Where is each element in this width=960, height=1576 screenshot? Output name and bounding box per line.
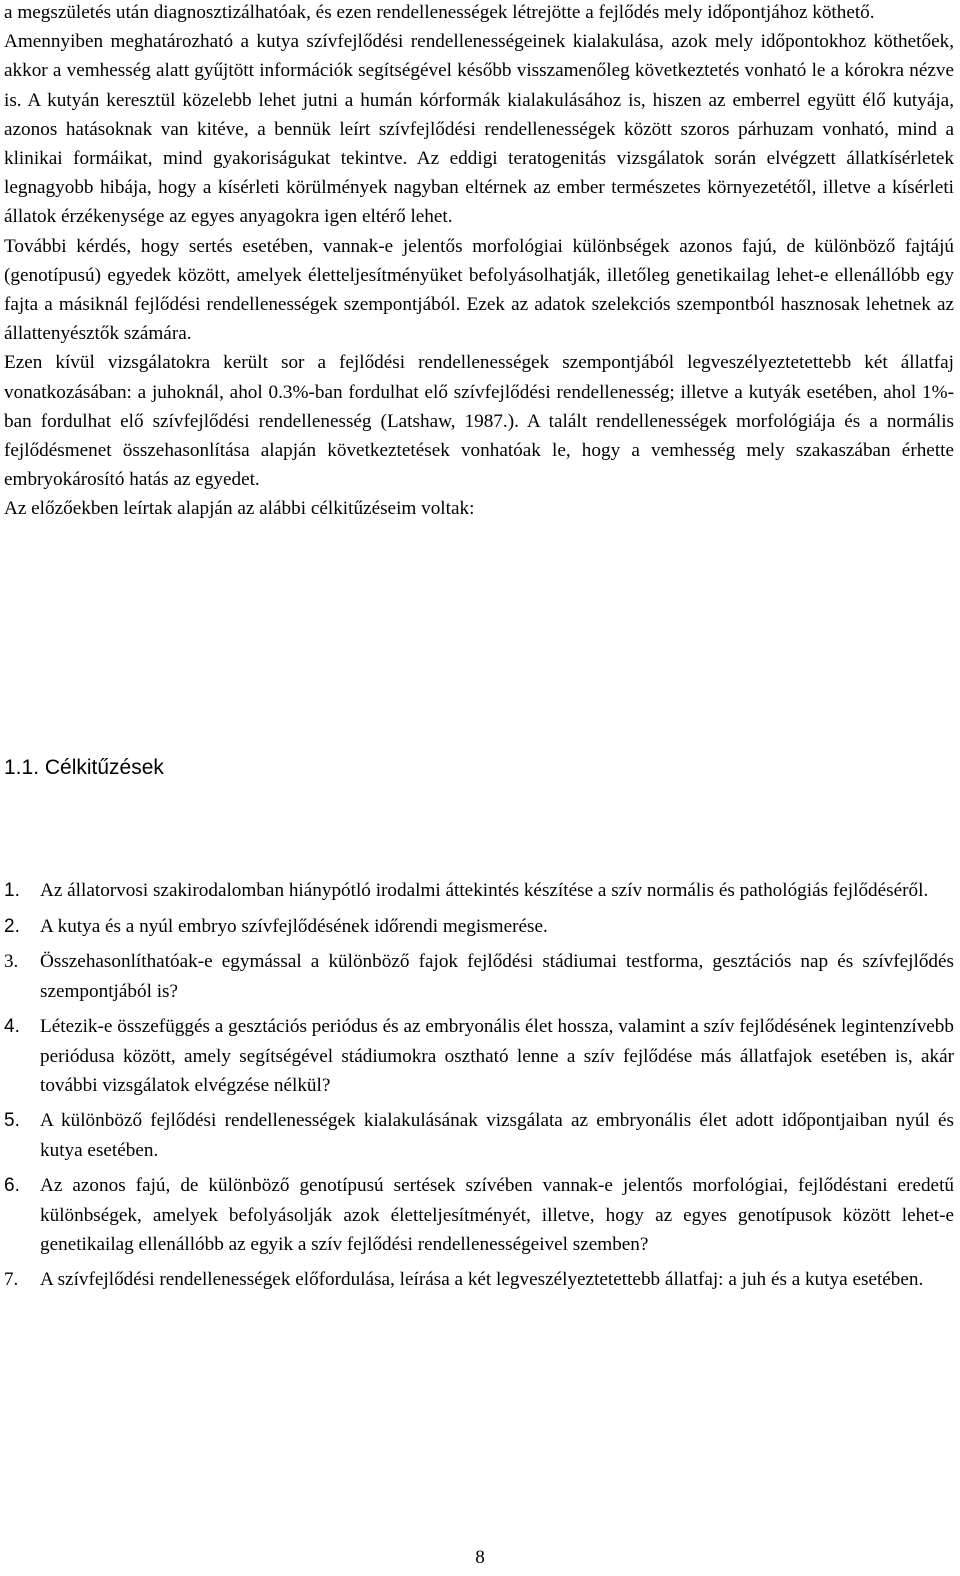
list-item-text: A szívfejlődési rendellenességek előfordulása, leírása a két legveszélyeztetettebb állatfaj: a juh és a kutya esetében. <box>40 1269 924 1291</box>
list-item <box>4 947 954 1005</box>
body-paragraph: Az előzőekben leírtak alapján az alábbi célkitűzéseim voltak: <box>4 498 475 520</box>
list-item-text: A kutya és a nyúl embryo szívfejlődésének időrendi megismerése. <box>40 915 548 937</box>
list-item-text: Létezik-e összefüggés a gesztációs periódus és az embryonális élet hossza, valamint a szív fejlődésének legintenzívebb periódusa között, amely segítségével stádiumokra osztható lenne a szív fejlődése más állatfajok esetében is, akár további vizsgálatok elvégzése nélkül? <box>40 1016 954 1096</box>
list-item-number: 7. <box>4 1269 19 1291</box>
list-item-number: 4. <box>4 1016 20 1038</box>
list-item-number: 1. <box>4 880 20 901</box>
section-heading: 1.1. Célkitűzések <box>4 756 164 779</box>
document-page <box>4 0 954 524</box>
list-item-number: 3. <box>4 951 19 973</box>
body-paragraph: További kérdés, hogy sertés esetében, vannak-e jelentős morfológiai különbségek azonos fajú, de különböző fajtájú (genotípusú) egyedek között, amelyek életteljesítményüket befolyásolhatják, illetőleg genetikailag lehet-e ellenállóbb egy fajta a másiknál fejlődési rendellenességek szempontjából. Ezek az adatok szelekciós szempontból hasznosak lehetnek az állattenyésztők számára. <box>4 235 954 345</box>
body-paragraph: Ezen kívül vizsgálatokra került sor a fejlődési rendellenességek szempontjából legveszélyeztetettebb két állatfaj vonatkozásában: a juhoknál, ahol 0.3%-ban fordulhat elő szívfejlődési rendellenesség; illetve a kutyák esetében, ahol 1%-ban fordulhat elő szívfejlődési rendellenesség (Latshaw, 1987.). A talált rendellenességek morfológiája és a normális fejlődésmenet összehasonlítása alapján következtetések vonhatóak le, hogy a vemhesség mely szakaszában érhette embryokárosító hatás az egyedet. <box>4 352 954 491</box>
list-item <box>4 1106 954 1164</box>
list-item-number: 2. <box>4 915 20 937</box>
body-paragraph: a megszületés után diagnosztizálhatóak, és ezen rendellenességek létrejötte a fejlődés mely időpontjához köthető. <box>4 2 875 23</box>
page-number: 8 <box>475 1547 485 1568</box>
list-item-number: 6. <box>4 1175 20 1197</box>
list-item <box>4 912 954 941</box>
list-item <box>4 1265 954 1294</box>
list-item-number: 5. <box>4 1110 20 1132</box>
list-item-text: Összehasonlíthatóak-e egymással a különböző fajok fejlődési stádiumai testforma, gesztációs nap és szívfejlődés szempontjából is? <box>40 951 954 1002</box>
list-item <box>4 876 954 905</box>
body-paragraph: Amennyiben meghatározható a kutya szívfejlődési rendellenességeinek kialakulása, azok mely időpontokhoz köthetőek, akkor a vemhesség alatt gyűjtött információk segítségével később visszamenőleg következtetés vonható le a kórokra nézve is. A kutyán keresztül közelebb lehet jutni a humán kórformák kialakulásához is, hiszen az emberrel együtt élő kutyája, azonos hatásoknak van kitéve, a bennük leírt szívfejlődési rendellenességek között szoros párhuzam vonható, mind a klinikai formáikat, mind gyakoriságukat tekintve. Az eddigi teratogenitás vizsgálatok során elvégzett állatkísérletek legnagyobb hibája, hogy a kísérleti körülmények nagyban eltérnek az ember természetes környezetétől, illetve a kísérleti állatok érzékenysége az egyes anyagokra igen eltérő lehet. <box>4 31 954 228</box>
list-item <box>4 1012 954 1100</box>
list-item-text: Az azonos fajú, de különböző genotípusú sertések szívében vannak-e jelentős morfológiai, fejlődéstani eredetű különbségek, amelyek befolyásolják azok életteljesítményét, illetve, hogy az egyes genotípusok között lehet-e genetikailag ellenállóbb az egyik a szív fejlődési rendellenességeivel szemben? <box>40 1175 954 1255</box>
list-item-text: Az állatorvosi szakirodalomban hiánypótló irodalmi áttekintés készítése a szív normális és pathológiás fejlődéséről. <box>40 880 929 901</box>
goals-list <box>4 876 954 1301</box>
list-item-text: A különböző fejlődési rendellenességek kialakulásának vizsgálata az embryonális élet adott időpontjaiban nyúl és kutya esetében. <box>40 1110 954 1161</box>
list-item <box>4 1171 954 1259</box>
